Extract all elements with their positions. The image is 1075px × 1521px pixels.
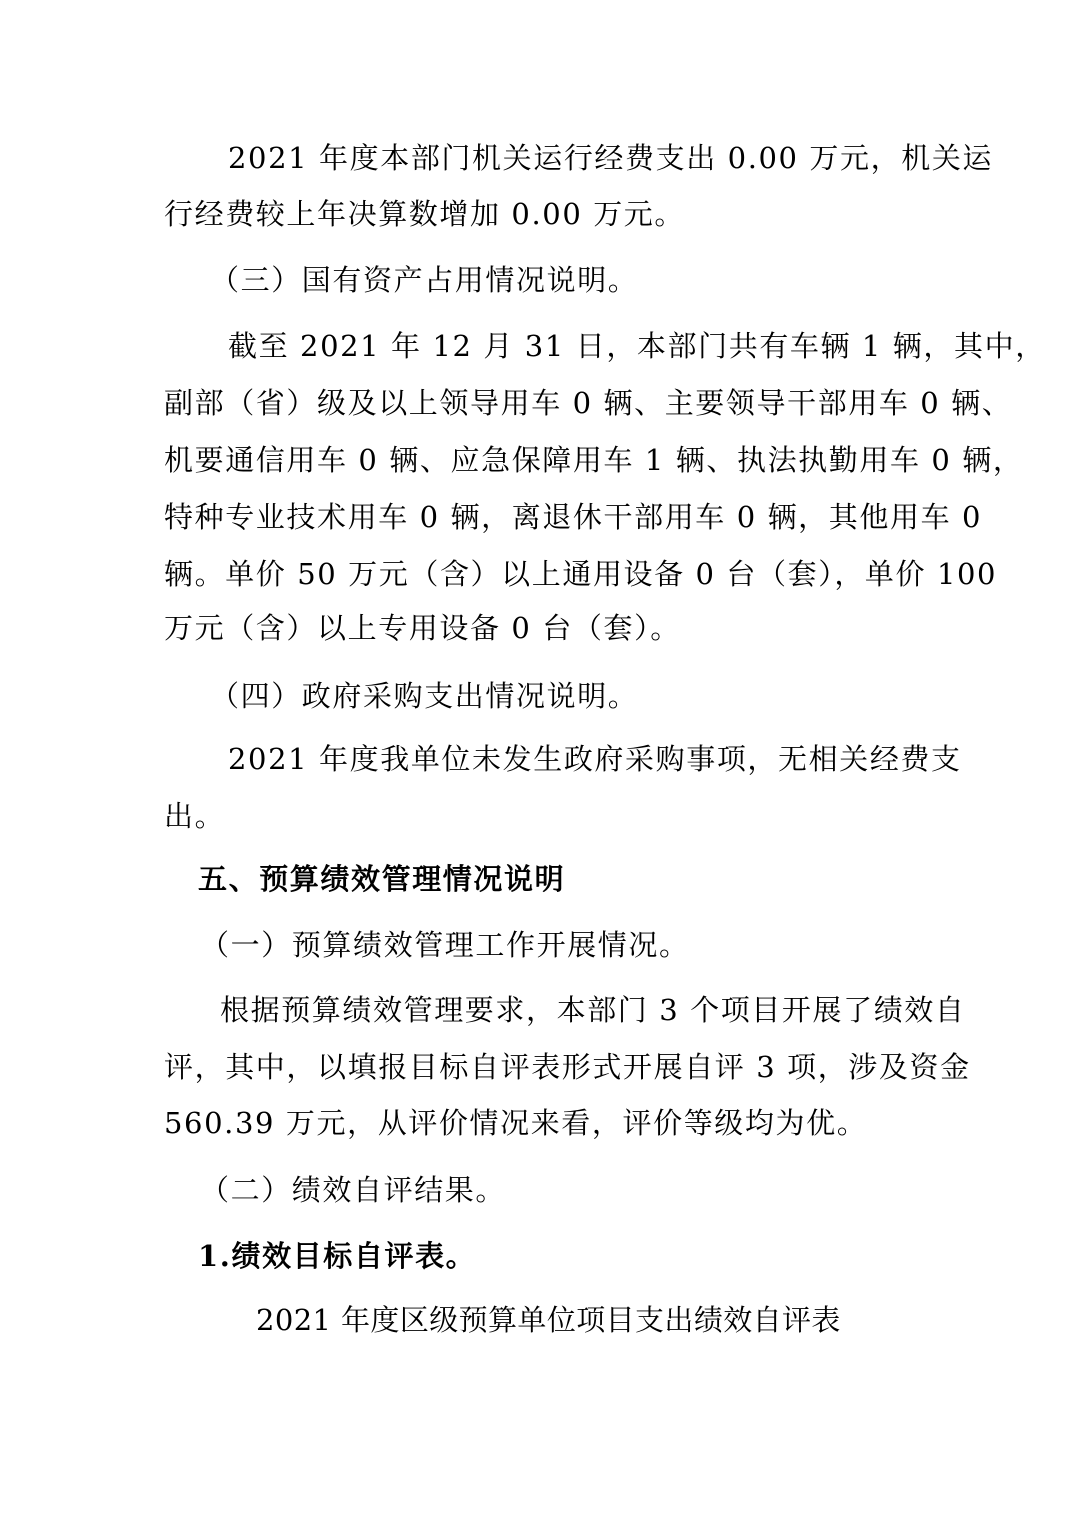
paragraph-line: 560.39 万元，从评价情况来看，评价等级均为优。 (164, 1106, 868, 1140)
paragraph-line: 截至 2021 年 12 月 31 日，本部门共有车辆 1 辆，其中， (228, 329, 1046, 363)
paragraph-line: 2021 年度本部门机关运行经费支出 0.00 万元，机关运 (228, 141, 994, 175)
section-heading: 五、预算绩效管理情况说明 (198, 862, 566, 896)
paragraph-line: 2021 年度我单位未发生政府采购事项，无相关经费支 (228, 742, 962, 776)
paragraph-line: 辆。单价 50 万元（含）以上通用设备 0 台（套），单价 100 (164, 557, 998, 591)
paragraph-line: 副部（省）级及以上领导用车 0 辆、主要领导干部用车 0 辆、 (164, 386, 1013, 420)
paragraph-line: 万元（含）以上专用设备 0 台（套）。 (164, 611, 681, 645)
subheading: （三）国有资产占用情况说明。 (210, 263, 639, 297)
subheading: （一）预算绩效管理工作开展情况。 (200, 928, 690, 962)
subheading: （二）绩效自评结果。 (200, 1173, 507, 1207)
paragraph-line: 出。 (164, 799, 226, 833)
paragraph-line: 行经费较上年决算数增加 0.00 万元。 (164, 197, 686, 231)
paragraph-line: 评，其中，以填报目标自评表形式开展自评 3 项，涉及资金 (164, 1050, 971, 1084)
paragraph-line: 特种专业技术用车 0 辆，离退休干部用车 0 辆，其他用车 0 (164, 500, 983, 534)
subheading: （四）政府采购支出情况说明。 (210, 679, 639, 713)
paragraph-line: 根据预算绩效管理要求，本部门 3 个项目开展了绩效自 (220, 993, 966, 1027)
list-item-heading: 1.绩效目标自评表。 (198, 1239, 477, 1273)
paragraph-line: 机要通信用车 0 辆、应急保障用车 1 辆、执法执勤用车 0 辆， (164, 443, 1024, 477)
table-title: 2021 年度区级预算单位项目支出绩效自评表 (256, 1303, 841, 1337)
